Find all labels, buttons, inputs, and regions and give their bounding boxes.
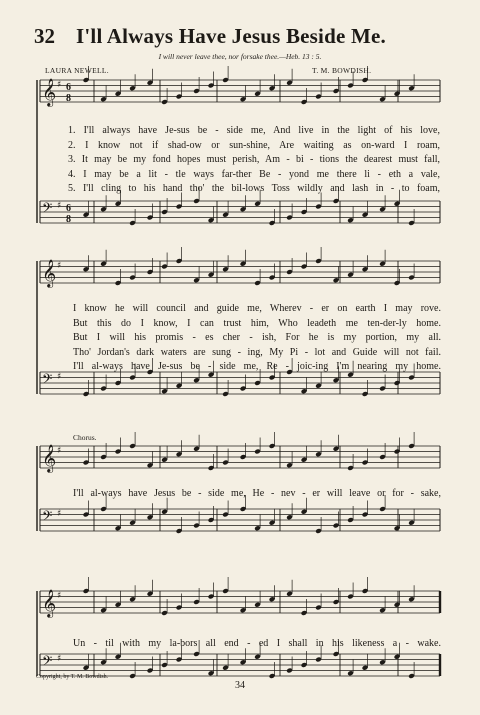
bass-clef: 𝄢 <box>42 200 53 219</box>
time-signature-bottom: 8 <box>66 93 71 104</box>
time-signature-top: 6 <box>66 82 71 93</box>
verse-4-line-2: Tho' Jordan's dark waters are sung - ing, My Pi - lot and Guide will not fail. <box>73 346 441 358</box>
lyricist-credit: LAURA NEWELL. <box>45 66 109 75</box>
key-signature-sharp: ♯ <box>57 591 62 601</box>
verse-1-line-1: 1. I'll always have Je-sus be - side me, And live in the light of his love, <box>68 125 440 136</box>
key-signature-sharp: ♯ <box>57 201 62 211</box>
treble-clef: 𝄞 <box>42 259 57 287</box>
time-signature-bottom: 8 <box>66 214 71 225</box>
key-signature-sharp: ♯ <box>57 80 62 90</box>
treble-clef: 𝄞 <box>42 444 57 472</box>
verse-1-line-2: I know he will council and guide me, Wherev - er on earth I may rove. <box>73 303 441 314</box>
verse-3-line-1: 3. It may be my fond hopes must perish, Am - bi - tions the dearest must fall, <box>68 154 440 165</box>
treble-clef: 𝄞 <box>42 78 57 106</box>
page-number: 34 <box>235 680 245 691</box>
verse-4-line-1: 4. I may be a lit - tle ways far-ther Be - yond me there li - eth a vale, <box>68 168 440 180</box>
bass-clef: 𝄢 <box>42 653 53 672</box>
verse-2-line-1: 2. I know not if shad-ow or sun-shine, Are waiting as on-ward I roam, <box>68 139 440 151</box>
verse-2-line-2: But this do I know, I can trust him, Who leadeth me ten-der-ly home. <box>73 317 441 329</box>
chorus-lyric-line-2: Un - til with my la-bors all end - ed I shall in his likeness a - wake. <box>73 638 441 649</box>
key-signature-sharp: ♯ <box>57 654 62 664</box>
verse-5-line-1: 5. I'll cling to his hand tho' the bil-lows Toss wildly and lash in - to foam, <box>68 183 440 194</box>
verse-5-line-2: I'll al-ways have Je-sus be - side me, Re - joic-ing I'm nearing my home. <box>73 361 441 372</box>
chorus-lyric-line-1: I'll al-ways have Jesus be - side me, He - nev - er will leave or for - sake, <box>73 488 441 499</box>
treble-clef: 𝄞 <box>42 589 57 617</box>
verse-lyrics-first-half <box>68 124 440 197</box>
verse-3-line-2: But I will his promis - es cher - ish, For he is my portion, my all. <box>73 332 441 343</box>
hymn-number: 32 <box>34 24 55 48</box>
time-signature-top: 6 <box>66 203 71 214</box>
key-signature-sharp: ♯ <box>57 372 62 382</box>
chorus-label: Chorus. <box>73 433 97 442</box>
key-signature-sharp: ♯ <box>57 261 62 271</box>
bass-clef: 𝄢 <box>42 371 53 390</box>
key-signature-sharp: ♯ <box>57 446 62 456</box>
scripture-reference: I will never leave thee, nor forsake thee.—Heb. 13 : 5. <box>158 52 322 61</box>
composer-credit: T. M. BOWDISH. <box>312 66 372 75</box>
copyright-notice: Copyright, by T. M. Bowdish. <box>36 674 109 680</box>
hymn-title: I'll Always Have Jesus Beside Me. <box>76 24 386 48</box>
key-signature-sharp: ♯ <box>57 509 62 519</box>
verse-lyrics-second-half <box>73 302 441 375</box>
bass-clef: 𝄢 <box>42 508 53 527</box>
